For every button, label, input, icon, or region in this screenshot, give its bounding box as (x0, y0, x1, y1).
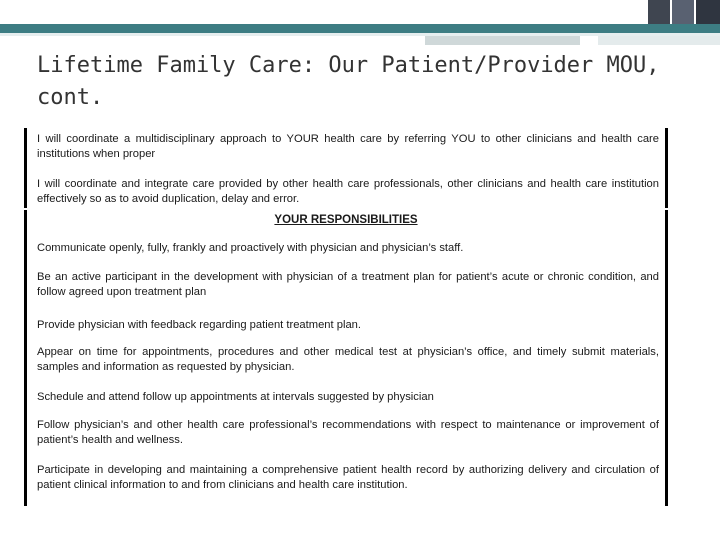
document-border (665, 210, 668, 506)
provider-item: I will coordinate and integrate care provided by other health care professionals, other clinicians and health care institution effectively so as to avoid duplication, delay and error. (37, 178, 659, 205)
responsibility-item: Be an active participant in the development with physician of a treatment plan for patient’s acute or chronic condition, and follow agreed upon treatment plan (37, 271, 659, 298)
document-border (24, 128, 27, 208)
header-grey-block (598, 36, 720, 45)
scanned-document (24, 128, 668, 506)
header-strip (0, 0, 720, 24)
responsibility-item: Provide physician with feedback regarding patient treatment plan. (37, 319, 362, 331)
header-dark-block (696, 0, 720, 24)
responsibilities-heading: YOUR RESPONSIBILITIES (274, 214, 418, 226)
slide-header-decoration (0, 0, 720, 36)
responsibility-item: Schedule and attend follow up appointments at intervals suggested by physician (37, 391, 434, 403)
header-dark-block (672, 0, 694, 24)
slide-title: Lifetime Family Care: Our Patient/Provider MOU, cont. (37, 53, 660, 110)
responsibility-item: Participate in developing and maintaining a comprehensive patient health record by authorizing delivery and circulation of patient clinical information to and from clinicians and health care institution. (37, 464, 659, 491)
responsibility-item: Follow physician’s and other health care professional’s recommendations with respect to maintenance or improvement of patient’s health and wellness. (37, 419, 659, 446)
header-teal-band (0, 24, 720, 33)
provider-item: I will coordinate a multidisciplinary approach to YOUR health care by referring YOU to other clinicians and health care institutions when proper (37, 133, 659, 160)
document-border (665, 128, 668, 208)
header-dark-block (648, 0, 670, 24)
responsibility-item: Appear on time for appointments, procedures and other medical test at physician’s office, and timely submit materials, samples and information as requested by physician. (37, 346, 659, 373)
header-grey-block (425, 36, 580, 45)
responsibility-item: Communicate openly, fully, frankly and proactively with physician and physician’s staff. (37, 242, 464, 254)
document-border (24, 210, 27, 506)
